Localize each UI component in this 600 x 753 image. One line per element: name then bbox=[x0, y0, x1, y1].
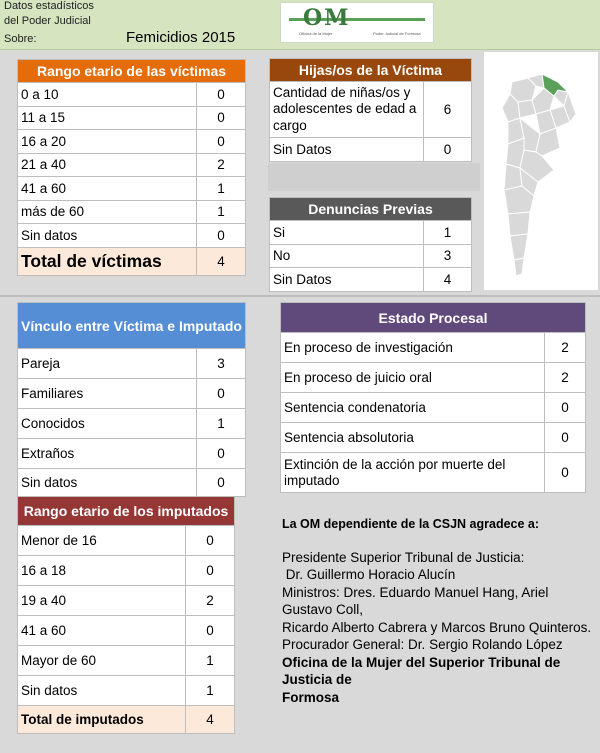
children-table bbox=[269, 58, 472, 162]
procedural-status-title: Estado Procesal bbox=[281, 303, 586, 333]
row-value: 2 bbox=[545, 363, 586, 393]
header-line1: Datos estadísticos bbox=[4, 0, 94, 12]
row-label: 19 a 40 bbox=[18, 586, 186, 616]
row-value: 1 bbox=[186, 646, 235, 676]
table-row bbox=[18, 83, 246, 107]
row-value: 0 bbox=[197, 439, 246, 469]
row-value: 3 bbox=[197, 349, 246, 379]
table-row bbox=[18, 676, 235, 706]
table-row bbox=[18, 379, 246, 409]
children-title: Hijas/os de la Víctima bbox=[270, 59, 472, 82]
ack-line: Procurador General: Dr. Sergio Rolando López bbox=[282, 637, 563, 652]
row-value: 0 bbox=[424, 138, 472, 162]
table-row bbox=[18, 439, 246, 469]
table-row bbox=[281, 423, 586, 453]
table-row bbox=[18, 177, 246, 201]
row-label: Cantidad de niñas/os y adolescentes de edad a cargo bbox=[270, 82, 424, 138]
relationship-table bbox=[17, 302, 246, 497]
row-label: Mayor de 60 bbox=[18, 646, 186, 676]
table-row bbox=[18, 224, 246, 248]
table-row bbox=[18, 646, 235, 676]
total-row bbox=[18, 247, 246, 275]
row-value: 6 bbox=[424, 82, 472, 138]
row-label: Familiares bbox=[18, 379, 197, 409]
row-value: 0 bbox=[545, 423, 586, 453]
row-value: 0 bbox=[197, 83, 246, 107]
row-value: 0 bbox=[545, 393, 586, 423]
row-value: 0 bbox=[186, 526, 235, 556]
row-label: Sentencia absolutoria bbox=[281, 423, 545, 453]
table-row bbox=[281, 453, 586, 493]
total-value: 4 bbox=[186, 706, 235, 734]
header-sobre-label: Sobre: bbox=[4, 33, 37, 45]
row-label: Sin datos bbox=[18, 224, 197, 248]
row-label: 11 a 15 bbox=[18, 106, 197, 130]
table-row bbox=[270, 244, 472, 268]
row-value: 2 bbox=[545, 333, 586, 363]
row-value: 1 bbox=[424, 221, 472, 245]
header-line2: del Poder Judicial bbox=[4, 15, 91, 27]
acknowledgements bbox=[282, 516, 598, 706]
logo-text: OM bbox=[303, 5, 351, 31]
table-row bbox=[18, 616, 235, 646]
page-header bbox=[0, 0, 600, 50]
row-label: 41 a 60 bbox=[18, 616, 186, 646]
om-logo bbox=[280, 2, 434, 43]
row-label: Sin Datos bbox=[270, 138, 424, 162]
table-row bbox=[18, 106, 246, 130]
row-value: 2 bbox=[186, 586, 235, 616]
total-label: Total de imputados bbox=[18, 706, 186, 734]
victim-age-title: Rango etario de las víctimas bbox=[18, 60, 246, 83]
row-label: En proceso de juicio oral bbox=[281, 363, 545, 393]
row-label: Si bbox=[270, 221, 424, 245]
table-row bbox=[281, 333, 586, 363]
table-row bbox=[18, 153, 246, 177]
row-value: 0 bbox=[197, 224, 246, 248]
row-value: 1 bbox=[197, 409, 246, 439]
row-label: 21 a 40 bbox=[18, 153, 197, 177]
argentina-map bbox=[484, 52, 598, 290]
row-value: 3 bbox=[424, 244, 472, 268]
table-row bbox=[270, 82, 472, 138]
logo-sub-left: Oficina de la Mujer bbox=[299, 31, 333, 36]
page-title: Femicidios 2015 bbox=[126, 29, 236, 46]
row-value: 0 bbox=[186, 556, 235, 586]
table-row bbox=[18, 200, 246, 224]
row-label: Menor de 16 bbox=[18, 526, 186, 556]
ack-line: Oficina de la Mujer del Superior Tribunal de Justicia de bbox=[282, 654, 561, 687]
ack-line: Formosa bbox=[282, 689, 340, 705]
acknowledgements-heading: La OM dependiente de la CSJN agradece a: bbox=[282, 517, 540, 531]
table-row bbox=[270, 268, 472, 292]
row-value: 0 bbox=[197, 130, 246, 154]
row-value: 1 bbox=[186, 676, 235, 706]
row-label: Sentencia condenatoria bbox=[281, 393, 545, 423]
ack-line: Presidente Superior Tribunal de Justicia: bbox=[282, 549, 525, 565]
accused-age-table bbox=[17, 496, 235, 734]
row-value: 1 bbox=[197, 200, 246, 224]
victim-age-table bbox=[17, 59, 246, 276]
row-label: Pareja bbox=[18, 349, 197, 379]
logo-sub-right: Poder Judicial de Formosa bbox=[373, 31, 421, 36]
row-value: 0 bbox=[197, 469, 246, 497]
row-label: Sin Datos bbox=[270, 268, 424, 292]
row-value: 4 bbox=[424, 268, 472, 292]
section-divider bbox=[0, 295, 600, 297]
row-value: 0 bbox=[186, 616, 235, 646]
row-value: 1 bbox=[197, 177, 246, 201]
row-label: 16 a 18 bbox=[18, 556, 186, 586]
row-value: 2 bbox=[197, 153, 246, 177]
ack-line: Dr. Guillermo Horacio Alucín bbox=[282, 567, 456, 582]
ack-line: Ministros: Dres. Eduardo Manuel Hang, Ariel Gustavo Coll, bbox=[282, 584, 549, 617]
total-label: Total de víctimas bbox=[18, 247, 197, 275]
row-label: Conocidos bbox=[18, 409, 197, 439]
row-label: En proceso de investigación bbox=[281, 333, 545, 363]
row-value: 0 bbox=[197, 106, 246, 130]
table-row bbox=[18, 556, 235, 586]
table-row bbox=[18, 469, 246, 497]
table-row bbox=[18, 409, 246, 439]
table-row bbox=[270, 221, 472, 245]
row-label: Sin datos bbox=[18, 469, 197, 497]
relationship-title: Vínculo entre Víctima e Imputado bbox=[18, 303, 246, 349]
ack-line: Ricardo Alberto Cabrera y Marcos Bruno Quinteros. bbox=[282, 619, 592, 635]
prior-reports-table bbox=[269, 197, 472, 292]
row-label: Extinción de la acción por muerte del imputado bbox=[281, 453, 545, 493]
table-row bbox=[18, 586, 235, 616]
table-row bbox=[18, 130, 246, 154]
total-value: 4 bbox=[197, 247, 246, 275]
row-label: más de 60 bbox=[18, 200, 197, 224]
row-value: 0 bbox=[545, 453, 586, 493]
table-row bbox=[281, 363, 586, 393]
table-row bbox=[270, 138, 472, 162]
row-label: Extraños bbox=[18, 439, 197, 469]
procedural-status-table bbox=[280, 302, 586, 493]
row-label: Sin datos bbox=[18, 676, 186, 706]
row-label: 0 a 10 bbox=[18, 83, 197, 107]
row-label: 41 a 60 bbox=[18, 177, 197, 201]
row-value: 0 bbox=[197, 379, 246, 409]
table-row bbox=[18, 349, 246, 379]
map-icon bbox=[484, 52, 598, 290]
accused-age-title: Rango etario de los imputados bbox=[18, 497, 235, 526]
row-label: 16 a 20 bbox=[18, 130, 197, 154]
prior-reports-title: Denuncias Previas bbox=[270, 198, 472, 221]
table-row bbox=[281, 393, 586, 423]
row-label: No bbox=[270, 244, 424, 268]
table-row bbox=[18, 526, 235, 556]
spacer-strip bbox=[268, 163, 480, 191]
total-row bbox=[18, 706, 235, 734]
